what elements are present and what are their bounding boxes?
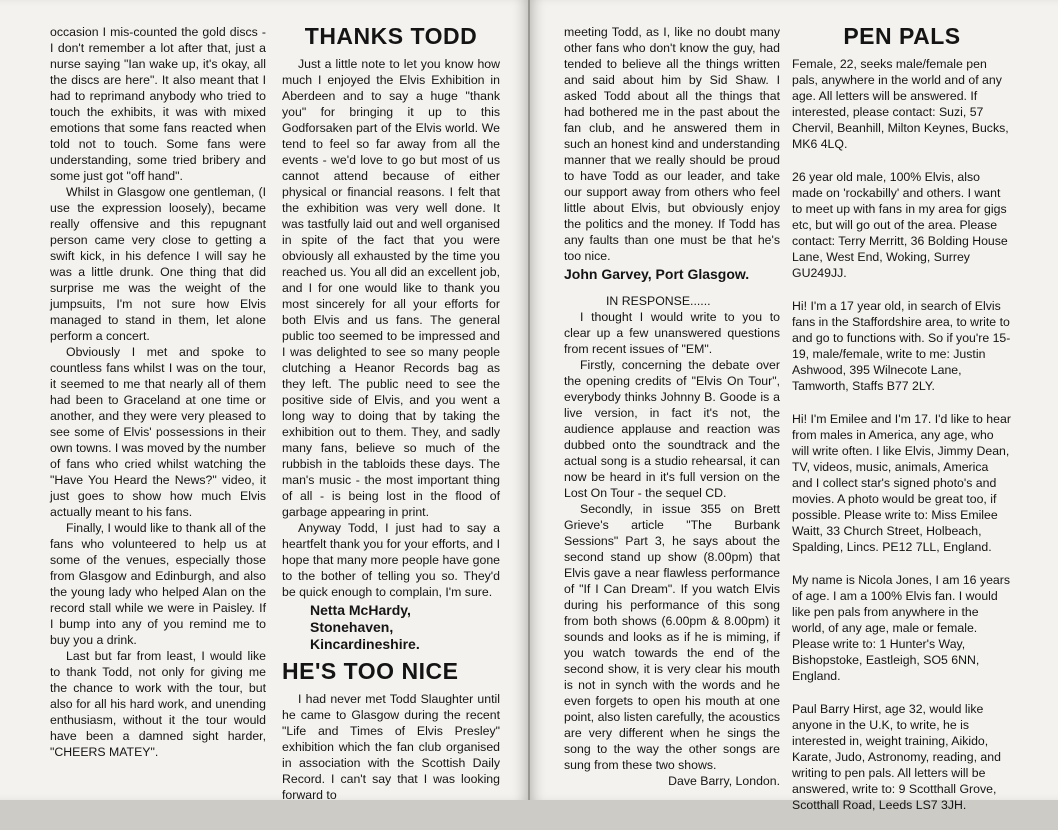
response-paragraph: I thought I would write to you to clear up a few unanswered questions from recent issues of "EM".	[564, 310, 780, 356]
letter-signature	[282, 602, 500, 653]
letter-continuation: meeting Todd, as I, like no doubt many other fans who don't know the guy, had tended to believe all the things written and said about him by Sid Shaw. I asked Todd about all the things that had bothered me in the past about the fan club, and he answered them in such an honest kind and understanding manner that we really should be proud to have Todd as our leader, and take our support away from others who feel little about Elvis, but obviously enjoy the politics and the money. If Todd has any faults than one must be that he's too nice.	[564, 25, 780, 263]
response-paragraph: Firstly, concerning the debate over the opening credits of "Elvis On Tour", everybody thinks Johnny B. Goode is a live version, in fact it's not, the audience applause and reaction was dubbed onto the soundtrack and the actual song is a studio rehearsal, it can now be heard in it's full version on the Lost On Tour - the sequel CD.	[564, 358, 780, 500]
signature-name: Netta McHardy,	[310, 602, 411, 618]
pen-pal-ad: My name is Nicola Jones, I am 16 years of age. I am a 100% Elvis fan. I would like pen pals from anywhere in the world, of any age, male or female. Please write to: 1 Hunter's Way, Bishopstoke, Eastleigh, SO5 6NN, England.	[792, 573, 1011, 683]
pen-pal-ad: Hi! I'm a 17 year old, in search of Elvis fans in the Staffordshire area, to write to and go to functions with. So if you're 15-19, male/female, write to me: Justin Ashwood, 395 Wilnecote Lane, Tamworth, Staffs B77 2LY.	[792, 299, 1011, 393]
left-column-2	[282, 24, 500, 803]
letter-paragraph: Anyway Todd, I just had to say a heartfelt thank you for your efforts, and I hope that many more people have gone to the bother of telling you so. They'd be quick enough to complain, I'm sure.	[282, 521, 500, 599]
right-column-2	[792, 24, 1012, 830]
article-paragraph: occasion I mis-counted the gold discs - I don't remember a lot after that, just a nurse saying "Ian wake up, it's okay, all the discs are here". It also meant that I had to reprimand anybody who tried to touch the exhibits, it was with mixed emotions that some fans reacted when told not to touch. Some fans were understanding, some tried bribery and some just got "off hand".	[50, 25, 266, 183]
too-nice-headline: HE'S TOO NICE	[282, 658, 459, 684]
response-signature: Dave Barry, London.	[668, 774, 780, 788]
pen-pal-ad: Hi! I'm Emilee and I'm 17. I'd like to hear from males in America, any age, who will write often. I like Elvis, Jimmy Dean, TV, videos, music, animals, America and I collect star's signed photo's and movies. A photo would be great too, if possible. Please write to: Miss Emilee Waitt, 33 Church Street, Holbeach, Spalding, Lincs. PE12 7LL, England.	[792, 412, 1011, 554]
signature-county: Kincardineshire.	[310, 636, 420, 652]
right-column-1	[564, 24, 780, 789]
article-paragraph: Last but far from least, I would like to thank Todd, not only for giving me the chance to work with the tour, but also for all his hard work, and unending enthusiasm, without it the tour would have been a damned sight harder, "CHEERS MATEY".	[50, 649, 266, 759]
response-paragraph: Secondly, in issue 355 on Brett Grieve's article "The Burbank Sessions" Part 3, he says about the second stand up show (8.00pm) that Elvis gave a near flawless performance of "If I Can Dream". If you watch Elvis during his performance of this song from both shows (6.00pm & 8.00pm) it sounds and looks as if he is miming, if you watch towards the end of the second show, it is very clear his mouth is not in synch with the words and he even forgets to open his mouth at one point, also listen carefully, the acoustics are very different when he sings the song to the way the other songs are sung from these two shows.	[564, 502, 780, 772]
letter-signature: John Garvey, Port Glasgow.	[564, 266, 750, 282]
pen-pal-ad: 26 year old male, 100% Elvis, also made on 'rockabilly' and others. I want to meet up with fans in my area for gigs etc, but will go out of the area. Please contact: Terry Merritt, 36 Bolding House Lane, West End, Woking, Surrey GU249JJ.	[792, 170, 1008, 280]
signature-town: Stonehaven,	[310, 619, 394, 635]
letter-paragraph: I had never met Todd Slaughter until he came to Glasgow during the recent "Life and Times of Elvis Presley" exhibition which the fan club organised in association with the Scottish Daily Record. I can't say that I was looking forward to	[282, 692, 500, 802]
article-paragraph: Obviously I met and spoke to countless fans whilst I was on the tour, it seemed to me that nearly all of them had been to Graceland at one time or another, and they were very pleased to see some of Elvis' possessions in their own towns. I was moved by the number of fans who cried whilst watching the "Have You Heard the News?" video, it just goes to show how much Elvis actually meant to his fans.	[50, 345, 266, 519]
right-page	[530, 0, 1058, 812]
left-column-1	[50, 24, 266, 760]
article-paragraph: Whilst in Glasgow one gentleman, (I use the expression loosely), became really offensive and this repugnant person came very close to getting a swift kick, in his defence I will say he was a little drunk. One thing that did surprise me was the weight of the jumpsuits, I'm not sure how Elvis managed to stand in them, let alone perform a concert.	[50, 185, 266, 343]
pen-pal-ad: Paul Barry Hirst, age 32, would like anyone in the U.K, to write, he is interested in, weight training, Aikido, Karate, Judo, Astronomy, reading, and writing to pen pals. All letters will be answered, write to: 9 Scotthall Grove, Scotthall Road, Leeds LS7 3JH.	[792, 702, 1001, 812]
article-paragraph: Finally, I would like to thank all of the fans who volunteered to help us at some of the venues, especially those from Glasgow and Edinburgh, and also the young lady who helped Alan on the record stall while we were in Paisley. If I bump into any of you remind me to buy you a drink.	[50, 521, 266, 647]
response-heading: IN RESPONSE......	[606, 294, 711, 308]
thanks-todd-headline: THANKS TODD	[304, 23, 478, 49]
pen-pals-headline: PEN PALS	[843, 23, 961, 49]
pen-pal-ad: Female, 22, seeks male/female pen pals, anywhere in the world and of any age. All letters will be answered. If interested, please contact: Suzi, 57 Chervil, Beanhill, Milton Keynes, Bucks, MK6 4LQ.	[792, 57, 1009, 151]
left-page	[0, 0, 528, 800]
letter-paragraph: Just a little note to let you know how much I enjoyed the Elvis Exhibition in Aberdeen and to say a huge "thank you" for bringing it up to this Godforsaken part of the Elvis world. We tend to feel so far away from all the events - we'd love to go but most of us cannot attend because of either physical or financial reasons. I felt that the exhibition was very well done. It was tastfully laid out and well organised in spite of the fact that you were obviously all exhausted by the time you reached us. You all did an excellent job, and I for one would like to thank you most sincerely for all your efforts for both Elvis and us fans. The general public too seemed to be impressed and I was delighted to see so many people clutching a Heanor Records bag as they left. The public need to see the positive side of Elvis, and you went a long way to doing that by taking the exhibition out to them. They, and sadly many fans, believe so much of the rubbish in the tabloids these days. The man's music - the most important thing of all - is being lost in the flood of garbage appearing in print.	[282, 57, 500, 519]
